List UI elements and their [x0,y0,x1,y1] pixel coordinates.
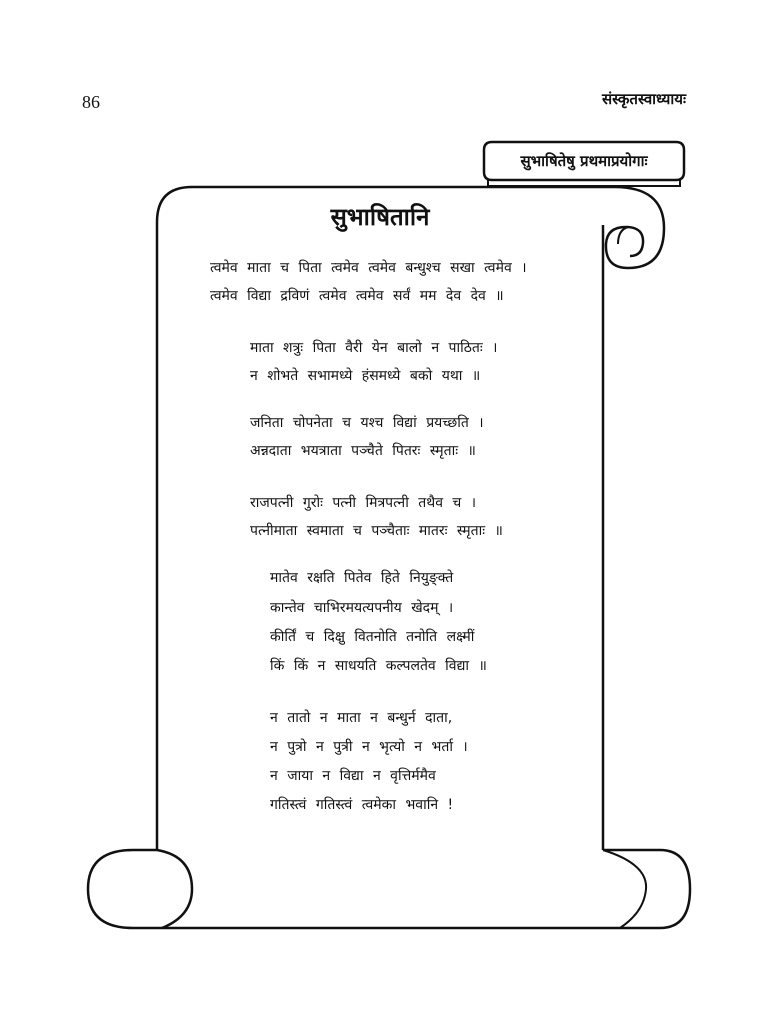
verse-4-line-1: राजपत्नी गुरोः पत्नी मित्रपत्नी तथैव च । [250,495,477,511]
scroll-bottom-roll-right [603,850,646,928]
scroll-bottom-roll [88,850,690,928]
verse-5-line-1: मातेव रक्षति पितेव हिते नियुङ्क्ते [270,570,454,586]
poem-title: सुभाषितानि [330,203,430,231]
verse-6-line-2: न पुत्रो न पुत्री न भृत्यो न भर्ता । [270,739,468,755]
verse-3-line-1: जनिता चोपनेता च यश्च विद्यां प्रयच्छति । [250,415,484,431]
verse-6-line-3: न जाया न विद्या न वृत्तिर्ममैव [270,768,436,784]
scroll-top-curl [606,187,664,268]
verse-4-line-2: पत्नीमाता स्वमाता च पञ्चैताः मातरः स्मृताः ॥ [250,523,503,539]
verse-2-line-1: माता शत्रुः पिता वैरी येन बालो न पाठितः । [250,340,498,356]
scroll-top-curl-inner [618,227,628,244]
verse-6-line-4: गतिस्त्वं गतिस्त्वं त्वमेका भवानि ! [270,797,454,813]
scroll-bottom-roll-inner [157,850,192,928]
section-label: सुभाषितेषु प्रथमाप्रयोगाः [520,152,648,170]
book-title: संस्कृतस्वाध्यायः [601,90,686,108]
verse-5-line-2: कान्तेव चाभिरमयत्यपनीय खेदम् । [270,600,454,616]
verse-5-line-3: कीर्तिं च दिक्षु वितनोति तनोति लक्ष्मीं [270,629,475,645]
verse-2-line-2: न शोभते सभामध्ये हंसमध्ये बको यथा ॥ [250,368,481,384]
verse-5-line-4: किं किं न साधयति कल्पलतेव विद्या ॥ [270,658,487,674]
page-number: 86 [82,92,100,112]
verse-1-line-2: त्वमेव विद्या द्रविणं त्वमेव त्वमेव सर्वं मम देव देव ॥ [210,288,504,304]
verse-3-line-2: अन्नदाता भयत्राता पञ्चैते पितरः स्मृताः ॥ [250,443,476,459]
verse-6-line-1: न तातो न माता न बन्धुर्न दाता, [270,710,453,726]
verse-1-line-1: त्वमेव माता च पिता त्वमेव त्वमेव बन्धुश्च सखा त्वमेव । [210,260,527,276]
